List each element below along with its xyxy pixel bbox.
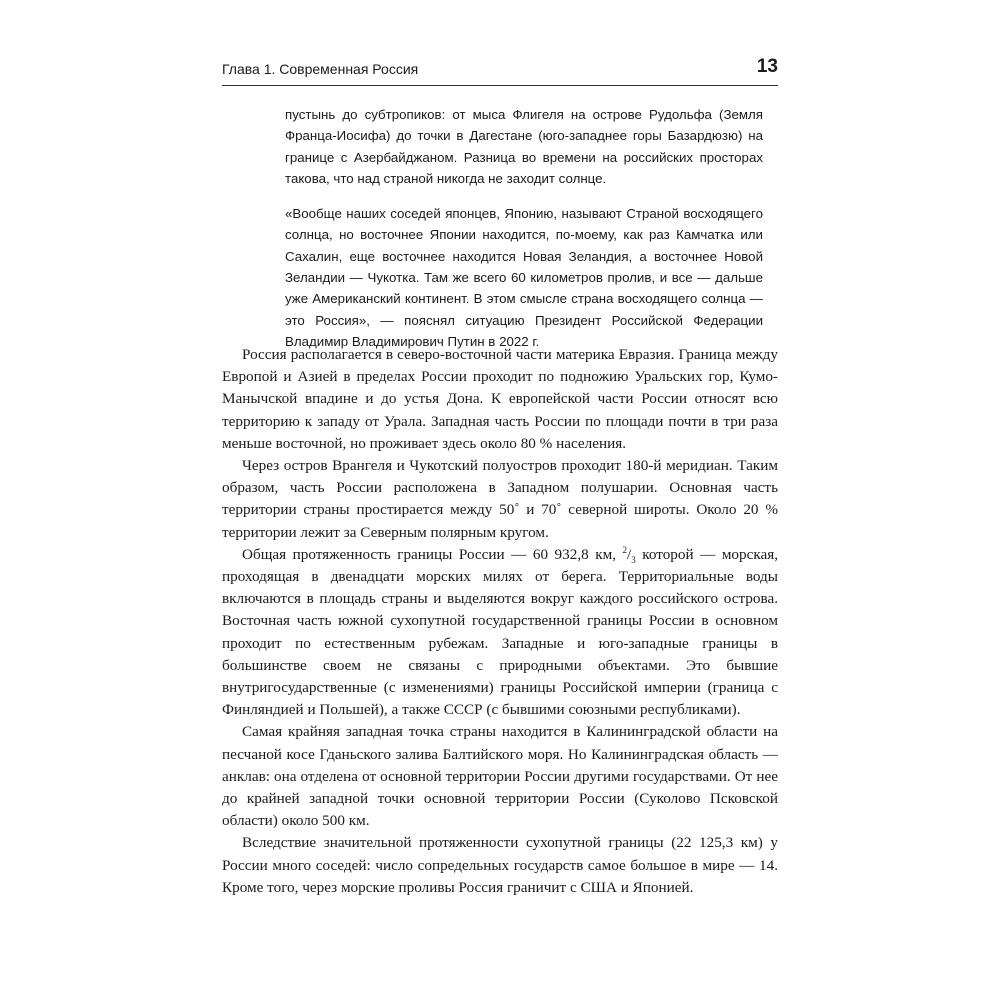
quote-intro: пустынь до субтропиков: от мыса Флигеля на острове Рудольфа (Земля Франца-Иосифа) до точки в Дагестане (юго-западнее горы Базардюзю) на границе с Азербайджаном. Разница во времени на российских просторах такова, что над страной никогда не заходит солнце. [285,107,763,186]
fraction: $^2/_3$ [622,544,636,565]
paragraph-4: Самая крайняя западная точка страны находится в Калининградской области на песчаной косе Гданьского залива Балтийского моря. Но Калининградская область — анклав: она отделена от основной территории России другими государствами. От нее до крайней западной точки основной территории России (Суколово Псковской области) около 500 км. [222,723,778,830]
paragraph-3 [222,544,778,722]
page-number: 13 [756,56,778,77]
paragraph-2: Через остров Врангеля и Чукотский полуостров проходит 180-й меридиан. Таким образом, часть России расположена в Западном полушарии. Основная часть территории страны простирается между 50˚ и 70˚ северной широты. Около 20 % территории лежит за Северным полярным кругом. [222,457,778,541]
fraction-denominator: 3 [631,554,636,565]
body-text [222,344,778,899]
paragraph-5: Вследствие значительной протяженности сухопутной границы (22 125,3 км) у России много соседей: число сопредельных государств самое большое в мире — 14. Кроме того, через морские проливы Россия граничит с США и Японией. [222,834,778,896]
fraction-numerator: 2 [622,544,628,555]
paragraph-1: Россия располагается в северо-восточной части материка Евразия. Граница между Европой и Азией в пределах России проходит по подножию Уральских гор, Кумо-Манычской впадине и до устья Дона. К европейской части России относят всю территорию к западу от Урала. Западная часть России по площади почти в три раза меньше восточной, но проживает здесь около 80 % населения. [222,346,778,452]
paragraph-3-start: Общая протяженность границы России — 60 932,8 км, [242,545,617,563]
running-head [222,58,778,82]
paragraph-3-end: которой — морская, проходящая в двенадцати морских милях от берега. Территориальные воды включаются в площадь страны и выделяются вокруг каждого российского острова. Восточная часть южной сухопутной государственной границы России в основном проходит по естественным рубежам. Западные и юго-западные границы в большинстве своем не связаны с природными объектами. Это бывшие внутригосударственные (с изменениями) границы Российской империи (граница с Финляндией и Польшей), а также СССР (с бывшими союзными республиками). [222,545,779,719]
quote-block [285,104,763,352]
header-rule [222,85,778,86]
quote-citation: «Вообще наших соседей японцев, Японию, называют Страной восходящего солнца, но восточнее Японии находится, по-моему, как раз Камчатка или Сахалин, еще восточнее находится Новая Зеландия, а восточнее Новой Зеландии — Чукотка. Там же всего 60 километров пролив, и все — дальше уже Американский континент. В этом смысле страна восходящего солнца — это Россия», — пояснял ситуацию Президент Российской Федерации Владимир Владимирович Путин в 2022 г. [285,206,763,349]
running-title: Глава 1. Современная Россия [222,61,419,77]
